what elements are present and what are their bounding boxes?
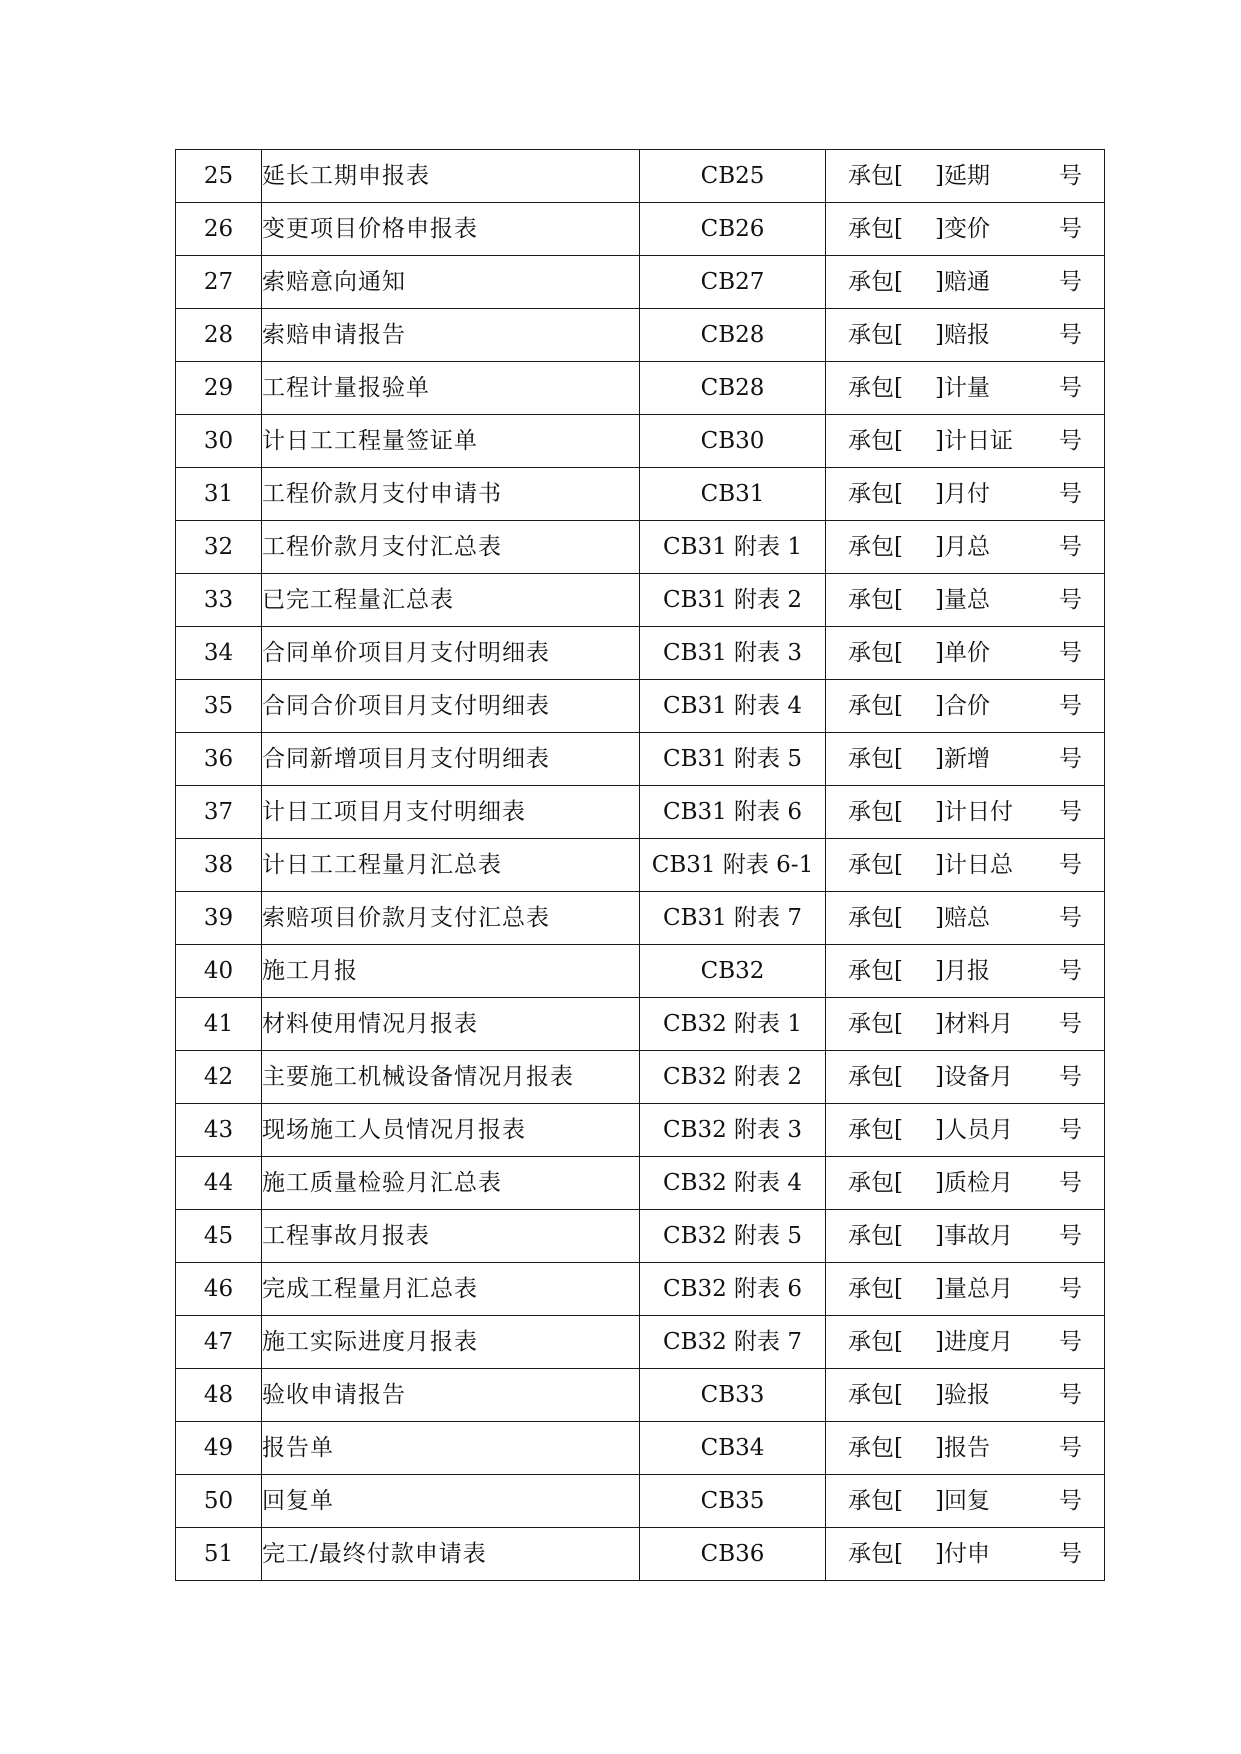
number-prefix: 承包[	[848, 1011, 903, 1037]
number-abbreviation: ]单价	[935, 640, 990, 666]
number-abbreviation: ]量总月	[935, 1276, 1013, 1302]
number-prefix: 承包[	[848, 1117, 903, 1143]
number-suffix: 号	[1059, 1541, 1082, 1567]
number-suffix: 号	[1059, 163, 1082, 189]
table-row	[176, 521, 1105, 574]
row-number: 47	[176, 1316, 262, 1369]
number-suffix: 号	[1059, 322, 1082, 348]
row-number: 50	[176, 1475, 262, 1528]
form-number-format	[826, 839, 1105, 892]
row-number: 31	[176, 468, 262, 521]
form-number-format	[826, 574, 1105, 627]
form-name: 主要施工机械设备情况月报表	[262, 1051, 640, 1104]
number-abbreviation: ]回复	[935, 1488, 990, 1514]
number-prefix: 承包[	[848, 1170, 903, 1196]
form-name: 延长工期申报表	[262, 150, 640, 203]
form-code: CB32 附表 6	[640, 1263, 826, 1316]
row-number: 51	[176, 1528, 262, 1581]
number-abbreviation: ]月总	[935, 534, 990, 560]
number-prefix: 承包[	[848, 746, 903, 772]
form-name: 施工质量检验月汇总表	[262, 1157, 640, 1210]
row-number: 42	[176, 1051, 262, 1104]
form-code: CB31 附表 6-1	[640, 839, 826, 892]
form-name: 工程价款月支付申请书	[262, 468, 640, 521]
form-name: 施工月报	[262, 945, 640, 998]
row-number: 45	[176, 1210, 262, 1263]
row-number: 25	[176, 150, 262, 203]
number-abbreviation: ]报告	[935, 1435, 990, 1461]
table-row	[176, 362, 1105, 415]
number-abbreviation: ]合价	[935, 693, 990, 719]
number-abbreviation: ]月付	[935, 481, 990, 507]
table-row	[176, 998, 1105, 1051]
form-number-format	[826, 415, 1105, 468]
form-code: CB27	[640, 256, 826, 309]
number-prefix: 承包[	[848, 428, 903, 454]
table-row	[176, 256, 1105, 309]
form-name: 合同新增项目月支付明细表	[262, 733, 640, 786]
number-suffix: 号	[1059, 1117, 1082, 1143]
table-row	[176, 468, 1105, 521]
form-code: CB28	[640, 362, 826, 415]
form-name: 已完工程量汇总表	[262, 574, 640, 627]
number-suffix: 号	[1059, 481, 1082, 507]
number-prefix: 承包[	[848, 269, 903, 295]
form-name: 计日工工程量月汇总表	[262, 839, 640, 892]
form-name: 索赔申请报告	[262, 309, 640, 362]
form-name: 工程计量报验单	[262, 362, 640, 415]
number-abbreviation: ]赔报	[935, 322, 990, 348]
number-abbreviation: ]新增	[935, 746, 990, 772]
form-name: 回复单	[262, 1475, 640, 1528]
row-number: 26	[176, 203, 262, 256]
form-number-format	[826, 362, 1105, 415]
row-number: 38	[176, 839, 262, 892]
number-abbreviation: ]变价	[935, 216, 990, 242]
form-code: CB34	[640, 1422, 826, 1475]
form-name: 报告单	[262, 1422, 640, 1475]
form-code: CB30	[640, 415, 826, 468]
form-number-format	[826, 1369, 1105, 1422]
number-suffix: 号	[1059, 905, 1082, 931]
number-abbreviation: ]事故月	[935, 1223, 1013, 1249]
number-abbreviation: ]设备月	[935, 1064, 1013, 1090]
number-suffix: 号	[1059, 428, 1082, 454]
table-row	[176, 680, 1105, 733]
number-abbreviation: ]赔总	[935, 905, 990, 931]
form-number-format	[826, 1422, 1105, 1475]
table-row	[176, 1157, 1105, 1210]
row-number: 28	[176, 309, 262, 362]
row-number: 29	[176, 362, 262, 415]
form-code: CB33	[640, 1369, 826, 1422]
form-code: CB32	[640, 945, 826, 998]
form-code: CB32 附表 2	[640, 1051, 826, 1104]
number-prefix: 承包[	[848, 587, 903, 613]
form-number-format	[826, 680, 1105, 733]
row-number: 37	[176, 786, 262, 839]
form-name: 计日工项目月支付明细表	[262, 786, 640, 839]
row-number: 41	[176, 998, 262, 1051]
number-prefix: 承包[	[848, 1488, 903, 1514]
form-code: CB31 附表 3	[640, 627, 826, 680]
number-abbreviation: ]计日证	[935, 428, 1013, 454]
form-name: 合同合价项目月支付明细表	[262, 680, 640, 733]
number-suffix: 号	[1059, 1435, 1082, 1461]
number-prefix: 承包[	[848, 322, 903, 348]
number-prefix: 承包[	[848, 640, 903, 666]
row-number: 40	[176, 945, 262, 998]
row-number: 43	[176, 1104, 262, 1157]
table-row	[176, 1104, 1105, 1157]
form-name: 验收申请报告	[262, 1369, 640, 1422]
form-number-format	[826, 786, 1105, 839]
number-abbreviation: ]计日付	[935, 799, 1013, 825]
table-row	[176, 1475, 1105, 1528]
number-suffix: 号	[1059, 640, 1082, 666]
form-number-format	[826, 468, 1105, 521]
form-code: CB35	[640, 1475, 826, 1528]
form-number-format	[826, 1051, 1105, 1104]
form-code: CB31 附表 1	[640, 521, 826, 574]
number-abbreviation: ]计日总	[935, 852, 1013, 878]
number-prefix: 承包[	[848, 534, 903, 560]
number-suffix: 号	[1059, 1382, 1082, 1408]
row-number: 27	[176, 256, 262, 309]
table-row	[176, 839, 1105, 892]
form-name: 合同单价项目月支付明细表	[262, 627, 640, 680]
form-code: CB31 附表 7	[640, 892, 826, 945]
form-name: 完工/最终付款申请表	[262, 1528, 640, 1581]
form-number-format	[826, 1104, 1105, 1157]
number-suffix: 号	[1059, 1223, 1082, 1249]
row-number: 32	[176, 521, 262, 574]
form-number-format	[826, 1263, 1105, 1316]
form-code: CB32 附表 3	[640, 1104, 826, 1157]
table-row	[176, 415, 1105, 468]
form-name: 现场施工人员情况月报表	[262, 1104, 640, 1157]
number-suffix: 号	[1059, 1276, 1082, 1302]
row-number: 33	[176, 574, 262, 627]
table-row	[176, 203, 1105, 256]
number-suffix: 号	[1059, 799, 1082, 825]
form-name: 工程价款月支付汇总表	[262, 521, 640, 574]
row-number: 44	[176, 1157, 262, 1210]
form-code: CB31 附表 6	[640, 786, 826, 839]
form-number-format	[826, 521, 1105, 574]
form-code: CB36	[640, 1528, 826, 1581]
row-number: 46	[176, 1263, 262, 1316]
form-code: CB32 附表 7	[640, 1316, 826, 1369]
number-prefix: 承包[	[848, 163, 903, 189]
table-row	[176, 786, 1105, 839]
form-name: 计日工工程量签证单	[262, 415, 640, 468]
table-row	[176, 1422, 1105, 1475]
form-code: CB26	[640, 203, 826, 256]
forms-table	[175, 149, 1105, 1581]
number-suffix: 号	[1059, 534, 1082, 560]
table-row	[176, 1210, 1105, 1263]
number-suffix: 号	[1059, 375, 1082, 401]
form-code: CB32 附表 1	[640, 998, 826, 1051]
table-row	[176, 1369, 1105, 1422]
number-abbreviation: ]验报	[935, 1382, 990, 1408]
number-suffix: 号	[1059, 852, 1082, 878]
number-abbreviation: ]进度月	[935, 1329, 1013, 1355]
number-prefix: 承包[	[848, 1329, 903, 1355]
form-number-format	[826, 998, 1105, 1051]
table-row	[176, 309, 1105, 362]
number-suffix: 号	[1059, 269, 1082, 295]
row-number: 30	[176, 415, 262, 468]
number-prefix: 承包[	[848, 958, 903, 984]
form-number-format	[826, 1528, 1105, 1581]
number-prefix: 承包[	[848, 1541, 903, 1567]
number-abbreviation: ]质检月	[935, 1170, 1013, 1196]
row-number: 35	[176, 680, 262, 733]
table-row	[176, 627, 1105, 680]
table-row	[176, 892, 1105, 945]
number-prefix: 承包[	[848, 1435, 903, 1461]
form-number-format	[826, 309, 1105, 362]
number-prefix: 承包[	[848, 905, 903, 931]
number-suffix: 号	[1059, 958, 1082, 984]
form-code: CB31 附表 2	[640, 574, 826, 627]
number-suffix: 号	[1059, 746, 1082, 772]
form-number-format	[826, 1475, 1105, 1528]
form-name: 工程事故月报表	[262, 1210, 640, 1263]
number-suffix: 号	[1059, 1064, 1082, 1090]
number-suffix: 号	[1059, 1488, 1082, 1514]
table-row	[176, 945, 1105, 998]
row-number: 48	[176, 1369, 262, 1422]
form-number-format	[826, 945, 1105, 998]
row-number: 39	[176, 892, 262, 945]
form-number-format	[826, 892, 1105, 945]
number-abbreviation: ]付申	[935, 1541, 990, 1567]
number-prefix: 承包[	[848, 852, 903, 878]
number-abbreviation: ]材料月	[935, 1011, 1013, 1037]
table-row	[176, 1528, 1105, 1581]
form-code: CB28	[640, 309, 826, 362]
number-suffix: 号	[1059, 216, 1082, 242]
number-prefix: 承包[	[848, 799, 903, 825]
number-abbreviation: ]计量	[935, 375, 990, 401]
number-prefix: 承包[	[848, 1276, 903, 1302]
number-suffix: 号	[1059, 587, 1082, 613]
row-number: 49	[176, 1422, 262, 1475]
form-name: 索赔意向通知	[262, 256, 640, 309]
form-code: CB31 附表 4	[640, 680, 826, 733]
number-prefix: 承包[	[848, 1064, 903, 1090]
form-name: 施工实际进度月报表	[262, 1316, 640, 1369]
forms-table-body	[176, 150, 1105, 1581]
form-name: 材料使用情况月报表	[262, 998, 640, 1051]
table-row	[176, 733, 1105, 786]
form-code: CB31	[640, 468, 826, 521]
number-abbreviation: ]延期	[935, 163, 990, 189]
form-code: CB32 附表 5	[640, 1210, 826, 1263]
number-prefix: 承包[	[848, 693, 903, 719]
row-number: 36	[176, 733, 262, 786]
table-row	[176, 1263, 1105, 1316]
form-number-format	[826, 1316, 1105, 1369]
form-code: CB32 附表 4	[640, 1157, 826, 1210]
table-row	[176, 150, 1105, 203]
form-code: CB25	[640, 150, 826, 203]
form-name: 变更项目价格申报表	[262, 203, 640, 256]
number-prefix: 承包[	[848, 1223, 903, 1249]
number-prefix: 承包[	[848, 375, 903, 401]
number-abbreviation: ]月报	[935, 958, 990, 984]
number-abbreviation: ]人员月	[935, 1117, 1013, 1143]
number-prefix: 承包[	[848, 481, 903, 507]
number-suffix: 号	[1059, 1329, 1082, 1355]
form-number-format	[826, 1157, 1105, 1210]
number-abbreviation: ]赔通	[935, 269, 990, 295]
form-name: 索赔项目价款月支付汇总表	[262, 892, 640, 945]
number-prefix: 承包[	[848, 1382, 903, 1408]
number-suffix: 号	[1059, 693, 1082, 719]
form-number-format	[826, 733, 1105, 786]
number-abbreviation: ]量总	[935, 587, 990, 613]
form-code: CB31 附表 5	[640, 733, 826, 786]
table-row	[176, 574, 1105, 627]
form-name: 完成工程量月汇总表	[262, 1263, 640, 1316]
form-number-format	[826, 150, 1105, 203]
number-prefix: 承包[	[848, 216, 903, 242]
table-row	[176, 1051, 1105, 1104]
form-number-format	[826, 203, 1105, 256]
row-number: 34	[176, 627, 262, 680]
form-number-format	[826, 1210, 1105, 1263]
form-number-format	[826, 627, 1105, 680]
number-suffix: 号	[1059, 1170, 1082, 1196]
table-row	[176, 1316, 1105, 1369]
form-number-format	[826, 256, 1105, 309]
number-suffix: 号	[1059, 1011, 1082, 1037]
